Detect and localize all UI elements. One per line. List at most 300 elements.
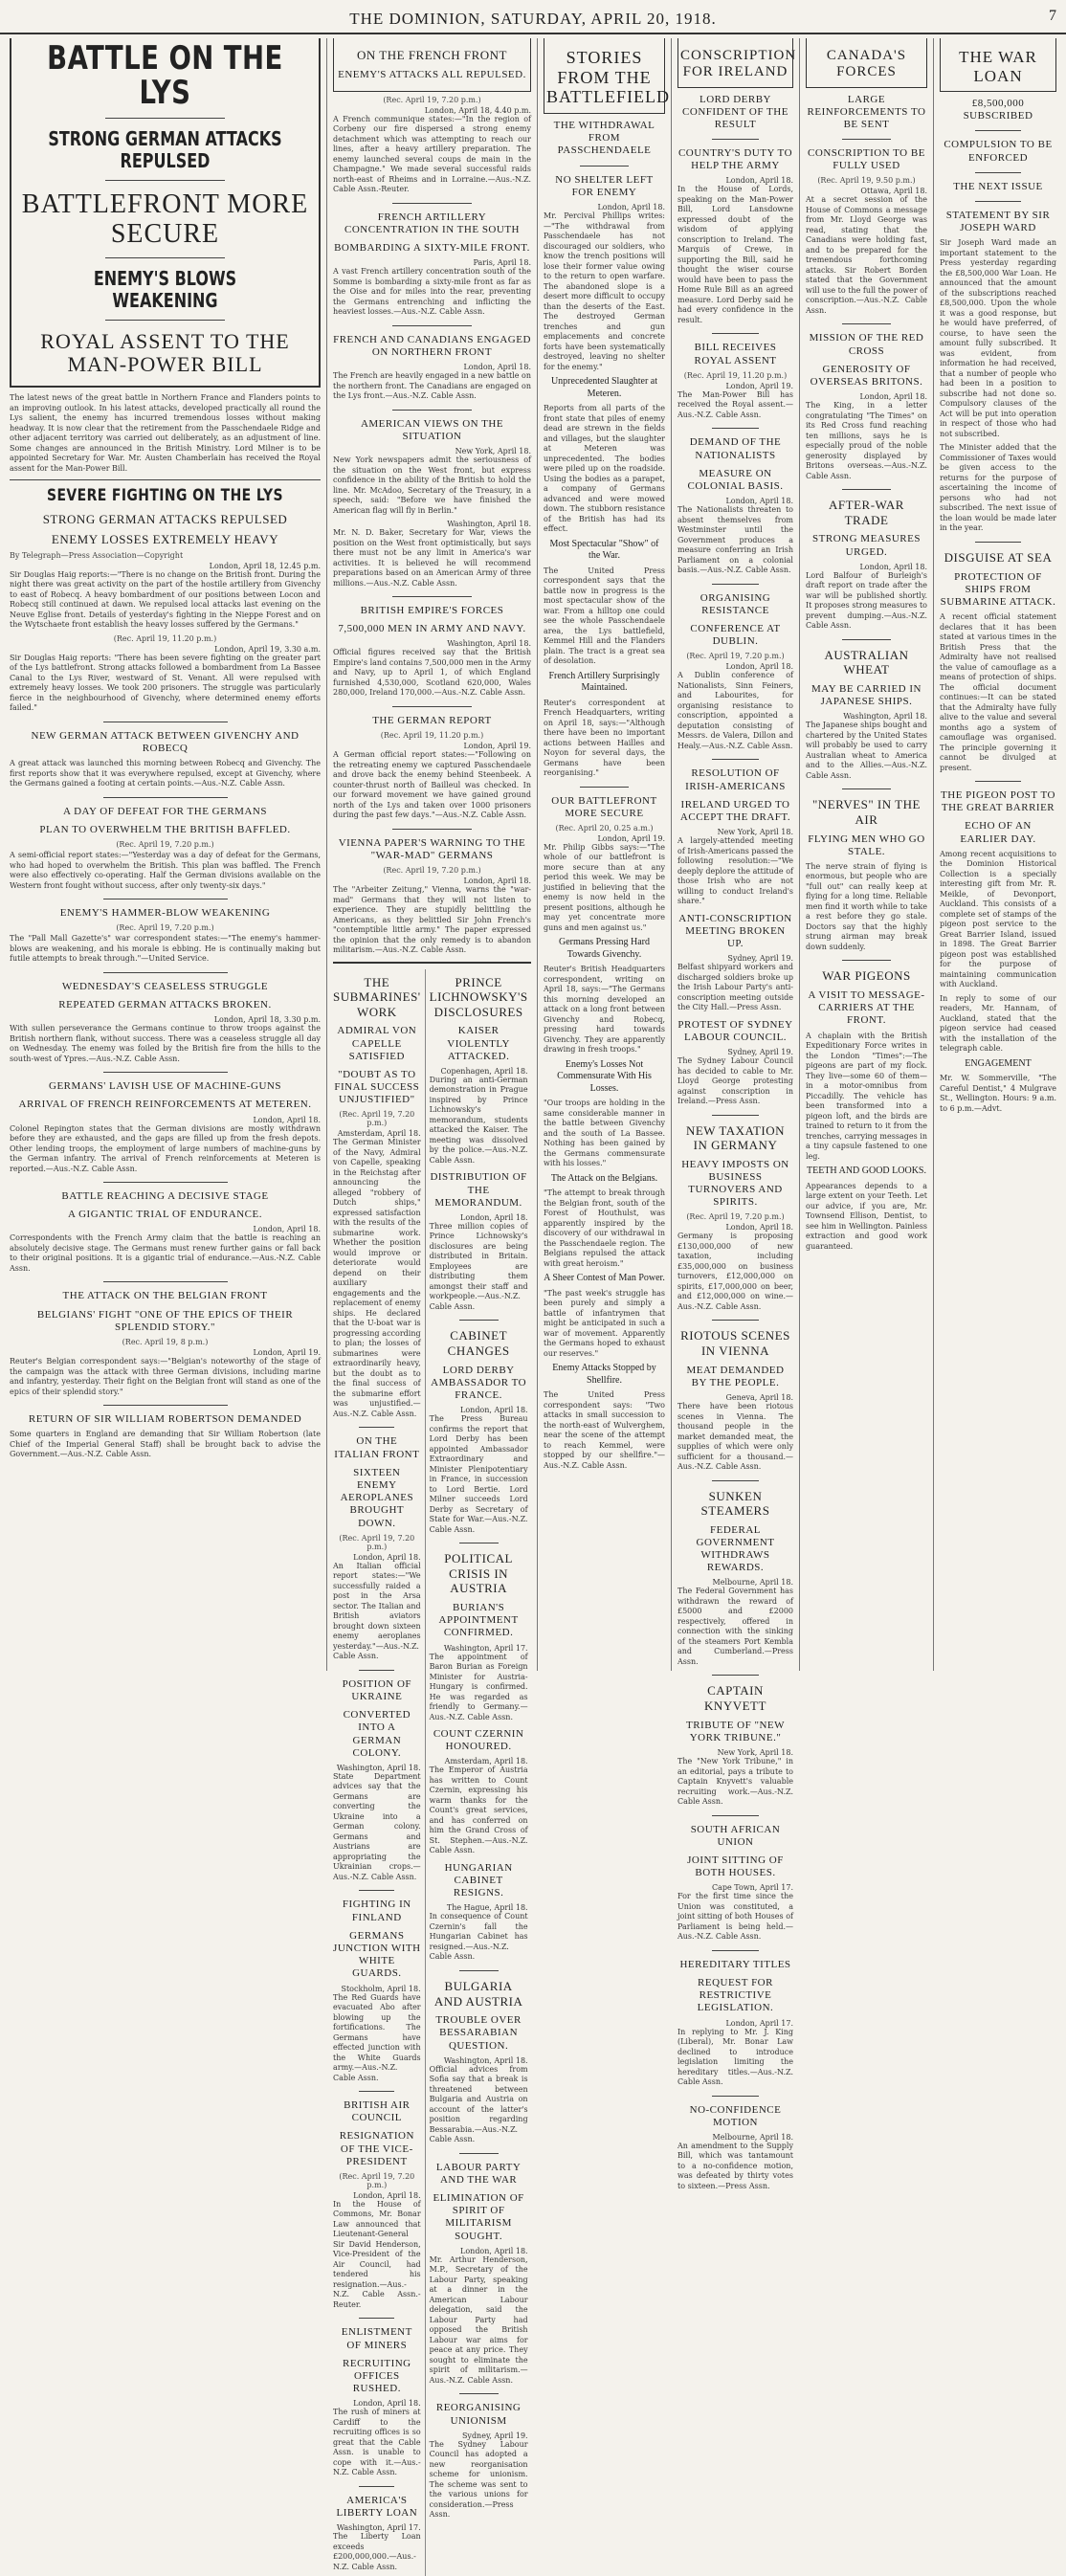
- section-heading: AUSTRALIAN WHEAT: [824, 647, 909, 677]
- subheading: Unprecedented Slaughter at Meteren.: [550, 376, 658, 399]
- divider: [10, 479, 321, 480]
- subheading: Enemy Attacks Stopped by Shellfire.: [552, 1363, 656, 1386]
- divider: [712, 759, 758, 760]
- article-body: The "New York Tribune," in an editorial, pays a tribute to Captain Knyvett's valuable recruiting work.—Aus.-N.Z. Cable Assn.: [677, 1757, 793, 1806]
- article-body: Mr. Philip Gibbs says:—"The whole of our battlefront is more secure than at any period this week. We may be justified in believing that the enemy is now held in the present positions, although he may yet concentrate more guns and men against us.": [544, 842, 665, 932]
- article-body: The Emperor of Austria has written to Count Czernin, expressing his warm thanks for the Count's great services, and has conferred on him the Grand Cross of St. Stephen.—Aus.-N.Z. Cable Assn.: [429, 1765, 528, 1855]
- divider: [975, 542, 1022, 543]
- dateline: Sydney, April 19.: [461, 2431, 528, 2440]
- received-line: (Rec. April 19, 7.20 p.m.): [116, 923, 214, 933]
- subheadline: BATTLEFRONT MORE SECURE: [21, 189, 309, 250]
- article-body: Mr. Arthur Henderson, M.P., Secretary of the Labour Party, speaking at a dinner in the American Labour delegation, said the Labour Party had opposed the British Labour war aims for peace at any price. They sought to eliminate the spirit of militarism.—Aus.-N.Z. Cable Assn.: [429, 2254, 528, 2385]
- section-subheading: PROTECTION OF SHIPS FROM SUBMARINE ATTACK.: [940, 570, 1056, 608]
- dateline: London, April 19.: [253, 1348, 321, 1358]
- section-subheading: CONVERTED INTO A GERMAN COLONY.: [343, 1709, 411, 1759]
- section-heading: OUR BATTLEFRONT MORE SECURE: [551, 794, 657, 819]
- section-heading: RETURN OF SIR WILLIAM ROBERTSON DEMANDED: [28, 1413, 302, 1426]
- dateline: Washington, April 18.: [336, 1763, 421, 1772]
- section-subheading: ENEMY LOSSES EXTREMELY HEAVY: [51, 532, 279, 547]
- section-heading: NEW GERMAN ATTACK BETWEEN GIVENCHY AND ROBECQ: [31, 729, 300, 755]
- lead-headline-box: [10, 38, 321, 388]
- subheading: The Attack on the Belgians.: [550, 1172, 658, 1184]
- dateline: London, April 19, 3.30 a.m.: [214, 644, 321, 654]
- credit-line: By Telegraph—Press Association—Copyright: [10, 550, 184, 560]
- article-body: The King, in a letter congratulating "The Times" on its Red Cross fund reaching ten millions, says he is especially proud of the noble generosity displayed by Britons overseas.—Aus.-N.Z. Cable Assn.: [806, 401, 927, 480]
- article-body: Sir Douglas Haig reports: "There has been severe fighting on the greater part of the Lys battlefront. Strong attacks followed a bombardment from La Bassee Canal to the Lys River, westward of St. Venant. All were repulsed with extremely heavy losses. We took 200 prisoners. The struggle was particularly fierce in the neighbourhood of Givenchy, where determined enemy efforts failed.": [10, 653, 321, 713]
- article-body: The Liberty Loan exceeds £200,000,000.—Aus.-N.Z. Cable Assn.: [333, 2532, 421, 2571]
- received-line: (Rec. April 19, 7.20 p.m.): [383, 866, 481, 876]
- received-line: (Rec. April 19, 7.20 p.m.): [686, 1212, 785, 1222]
- section-heading: NEW TAXATION IN GERMANY: [685, 1122, 786, 1153]
- section-heading: RIOTOUS SCENES IN VIENNA: [680, 1328, 790, 1359]
- article-body: A French communique states:—"In the region of Corbeny our fire dispersed a strong enemy detachment which was attempting to reach our lines, after a heavy artillery preparation. The enemy launched several coups de main in the Champagne." We made several successful raids north-east of Rheims and in Lorraine.—Aus.-N.Z. Cable Assn.-Reuter.: [333, 114, 531, 194]
- dateline: The Hague, April 18.: [446, 1903, 528, 1913]
- section-subheading: JOINT SITTING OF BOTH HOUSES.: [687, 1854, 784, 1879]
- divider: [392, 410, 472, 411]
- divider: [712, 1320, 758, 1321]
- article-body: During an anti-German demonstration in Prague inspired by Prince Lichnowsky's memorandum, students attacked the Kaiser. The meeting was dissolved by the police.—Aus.-N.Z. Cable Assn.: [429, 1075, 528, 1165]
- divider: [103, 1182, 228, 1183]
- section-subheading: MEASURE ON COLONIAL BASIS.: [687, 467, 784, 492]
- dateline: London, April 18.: [859, 392, 927, 402]
- subheading: Most Spectacular "Show" of the War.: [549, 538, 659, 561]
- divider: [392, 596, 472, 597]
- article-body: Sir Douglas Haig reports:—"There is no change on the British front. During the night there was great activity on the part of the hostile artillery from Givenchy to east of Robecq. A heavy bombardment of our positions between Locon and Robecq still continued at dawn. We repulsed local attacks last evening on the Neuve Eglise front. Details of yesterday's fighting in the Nieppe Forest and on the Wytschaete front establish the heavy losses suffered by the Germans.": [10, 569, 321, 630]
- dateline: Washington, April 17.: [336, 2523, 421, 2533]
- dateline: Washington, April 18.: [447, 520, 531, 529]
- section-subheading: RESIGNATION OF THE VICE-PRESIDENT: [339, 2130, 414, 2167]
- dateline: London, April 17.: [725, 2018, 793, 2028]
- section-heading: SEVERE FIGHTING ON THE LYS: [47, 486, 283, 506]
- section-subheading: A GIGANTIC TRIAL OF ENDURANCE.: [68, 1209, 262, 1221]
- subcolumn-left: [333, 969, 426, 2576]
- section-heading: DISGUISE AT SEA: [944, 549, 1053, 565]
- section-subheading: ADMIRAL VON CAPELLE SATISFIED: [337, 1025, 417, 1062]
- section-subheading: STRONG MEASURES URGED.: [812, 533, 921, 558]
- divider: [712, 1480, 758, 1481]
- section-subheading: LORD DERBY AMBASSADOR TO FRANCE.: [431, 1364, 527, 1401]
- article-body: An Italian official report states:—"We successfully raided a post in the Arsa sector. The Italian and British aviators brought down sixteen enemy aeroplanes yesterday."—Aus.-N.Z. Cable Assn.: [333, 1561, 421, 1661]
- section-heading: THE GERMAN REPORT: [372, 714, 492, 726]
- section-subheading: GERMANS JUNCTION WITH WHITE GUARDS.: [333, 1929, 421, 1980]
- section-subheading: CONFERENCE AT DUBLIN.: [690, 622, 781, 648]
- article-body: The Press Bureau confirms the report that Lord Derby has been appointed Ambassador Extraordinary and Minister Plenipotentiary in France, in succession to Lord Bertie. Lord Milner succeeds Lord Derby as Secretary of State for War.—Aus.-N.Z. Cable Assn.: [429, 1414, 528, 1534]
- divider: [359, 1670, 394, 1671]
- section-heading: SUNKEN STEAMERS: [700, 1488, 770, 1519]
- received-line: (Rec. April 19, 7.20 p.m.): [339, 1533, 415, 1551]
- article-body: The French are heavily engaged in a new battle on the northern front. The Canadians are engaged on the Lys front.—Aus.-N.Z. Cable Assn.: [333, 371, 531, 401]
- section-subheading: STRONG GERMAN ATTACKS REPULSED: [42, 511, 288, 526]
- section-subheading: TROUBLE OVER BESSARABIAN QUESTION.: [435, 2014, 522, 2052]
- article-body: Mr. Percival Phillips writes:—"The withdrawal from Passchendaele has not discouraged our soldiers, who know the trench positions will lose their former value owing to the return to open warfare. The abandoned slope is a desert more difficult to occupy than the deserts of the East. The destroyed German trenches and gun emplacements and concrete forts have been systematically destroyed, leaving no shelter for the enemy.": [544, 211, 665, 371]
- article-body: The German Minister of the Navy, Admiral von Capelle, speaking in the Reichstag after announcing the alleged "robbery of Dutch ships," expressed satisfaction with the results of the submarine work. Whether the position would improve or deteriorate would depend on their auxiliary engagements and the replacement of enemy ships. He declared that the U-boat war is progressing according to plan; the losses of submarines were extraordinarily heavy, but the doubt as to the final success of the submarine effort was unjustified.—Aus.-N.Z. Cable Assn.: [333, 1138, 421, 1418]
- section-subheading: BURIAN'S APPOINTMENT CONFIRMED.: [438, 1601, 519, 1639]
- page-number: 7: [1049, 8, 1056, 24]
- subheading: TEETH AND GOOD LOOKS.: [807, 1166, 926, 1177]
- dateline: Stockholm, April 18.: [341, 1984, 421, 1993]
- divider: [842, 323, 891, 324]
- masthead: [0, 0, 1066, 34]
- divider: [842, 489, 891, 490]
- article-body: Germany is proposing £130,000,000 of new taxation, including £35,000,000 on business turnovers, £12,000,000 on spirits, £17,000,000 on beer, and £12,000,000 on wine.—Aus.-N.Z. Cable Assn.: [677, 1232, 793, 1311]
- section-subheading: 7,500,000 MEN IN ARMY AND NAVY.: [338, 623, 526, 635]
- section-subheading: ECHO OF AN EARLIER DAY.: [960, 820, 1036, 845]
- subheading: Germans Pressing Hard Towards Givenchy.: [559, 937, 650, 960]
- section-subheading: LORD DERBY CONFIDENT OF THE RESULT: [682, 93, 788, 130]
- section-heading: STORIES FROM THE BATTLEFIELD: [546, 48, 670, 107]
- column-5: [800, 38, 934, 1671]
- article-body: In reply to some of our readers, Mr. Hannam, of Auckland, stated that the pigeon service had ceased with the installation of the telegraph cable.: [940, 993, 1056, 1054]
- section-heading: HEREDITARY TITLES: [679, 1958, 791, 1970]
- dateline: London, April 18.: [353, 2399, 421, 2409]
- dateline: London, April 19.: [597, 833, 665, 843]
- section-heading: THE PIGEON POST TO THE GREAT BARRIER: [941, 789, 1055, 814]
- section-header-box: [940, 38, 1056, 92]
- section-subheading: ARRIVAL OF FRENCH REINFORCEMENTS AT METEREN.: [18, 1099, 312, 1111]
- dateline: London, April 18.: [597, 203, 665, 211]
- divider: [975, 130, 1022, 131]
- article-body: In the House of Commons, Mr. Bonar Law announced that Lieutenant-General Sir David Henderson, Vice-President of the Air Council, had tendered his resignation.—Aus.-N.Z. Cable Assn.-Reuter.: [333, 2199, 421, 2309]
- article-body: The Man-Power Bill has received the Royal assent.—Aus.-N.Z. Cable Assn.: [677, 389, 793, 419]
- article-body: An amendment to the Supply Bill, which was tantamount to a no-confidence motion, was defeated by thirty votes to sixteen.—Press Assn.: [677, 2141, 793, 2190]
- section-heading: PRINCE LICHNOWSKY'S DISCLOSURES: [429, 974, 528, 1019]
- article-body: The United Press correspondent says that the battle now in progress is the most spectacular show of the war. From a hilltop one could see the whole Passchendaele area, the Lys battlefield, Kemmel Hill and the Flanders plain. The tract is a great sea of desolation.: [544, 566, 665, 665]
- dateline: New York, April 18.: [455, 447, 531, 456]
- section-heading: FIGHTING IN FINLAND: [342, 1899, 411, 1923]
- article-body: "Our troops are holding in the same considerable manner in the battle between Givenchy and the south of La Bassee. Nothing has been gained by the Germans commensurate with his losses.": [544, 1099, 665, 1168]
- article-body: A great attack was launched this morning between Robecq and Givenchy. The first reports show that it was everywhere repulsed, except at Givenchy, where the Germans gained a footing at certain points.—Aus.-N.Z. Cable Assn.: [10, 759, 321, 788]
- article-body: Reuter's correspondent at French Headquarters, writing on April 18, says:—"Although there have been no important actions between Hailles and Noyon for several days, the Germans have been reorganising.": [544, 698, 665, 777]
- received-line: (Rec. April 19, 9.50 p.m.): [817, 176, 916, 186]
- section-heading: AMERICA'S LIBERTY LOAN: [336, 2494, 418, 2520]
- dateline: Amsterdam, April 18.: [337, 1129, 421, 1139]
- section-header-box: [333, 38, 531, 92]
- section-heading: REORGANISING UNIONISM: [435, 2402, 522, 2427]
- subheading: A Sheer Contest of Man Power.: [544, 1273, 665, 1284]
- divider: [975, 201, 1022, 202]
- section-heading: BULGARIA AND AUSTRIA: [433, 1978, 523, 2009]
- section-subheading: ENEMY'S ATTACKS ALL REPULSED.: [338, 68, 526, 80]
- article-body: The latest news of the great battle in Northern France and Flanders points to an improving outlook. In his latest attacks, developed practically all round the Lys salient, the enemy has incurred tremendous losses without making headway. It is now clear that the retirement from the Passchendaele Ridge and other adjacent territory was carried out deliberately, as an adjustment of line. Some changes are announced in the British Ministry. Lord Milner is to be appointed Secretary for War. Mr. Austen Chamberlain has received the Royal assent for the Man-Power Bill.: [10, 393, 321, 473]
- dateline: Washington, April 18.: [443, 2055, 528, 2065]
- divider: [333, 962, 531, 964]
- article-body: Mr. N. D. Baker, Secretary for War, views the position on the West front optimistically, but says there must not be any limit in America's war activities. It is believed he will recommend preparations based on an American Army of three millions.—Aus.-N.Z. Cable Assn.: [333, 528, 531, 588]
- dateline: London, April 18.: [253, 1115, 321, 1124]
- dateline: Cape Town, April 17.: [711, 1883, 793, 1893]
- divider: [842, 960, 891, 961]
- article-body: There have been riotous scenes in Vienna. The thousand people in the market demanded meat, the supplies of which were only sufficient for a thousand.—Aus.-N.Z. Cable Assn.: [677, 1402, 793, 1471]
- dateline: London, April 18.: [725, 176, 793, 186]
- article-body: With sullen perseverance the Germans continue to throw troops against the British northern flank, without success. There was a ceaseless struggle all day on Wednesday. The enemy was foiled by the British fire from the hills to the south-west of Ypres.—Aus.-N.Z. Cable Assn.: [10, 1024, 321, 1063]
- dateline: Melbourne, April 18.: [712, 2132, 793, 2142]
- received-line: (Rec. April 20, 0.25 a.m.): [555, 823, 654, 833]
- column-4: [672, 38, 800, 2190]
- article-body: New York newspapers admit the seriousness of the situation on the West front, but express confidence in the ability of the British to hold the line. Mr. McAdoo, Secretary of the Treasury, in a speech, said: "Before we have finished the American flag will fly in Berlin.": [333, 455, 531, 515]
- divider: [103, 1072, 228, 1073]
- advertisement: Appearances depends to a large extent on your Teeth. Let our advice, if you are, Mr. Townsend Ellison, Dentist, to see him in Wellington. Painless extraction and good work guaranteed.: [806, 1181, 927, 1251]
- received-line: (Rec. April 19, 7.20 p.m.): [686, 652, 785, 661]
- article-body: Sir Joseph Ward made an important statement to the Press yesterday regarding the £8,500,000 War Loan. He announced that the amount of the subscriptions reached £8,500,000. Upon the whole it was a good response, but he would have preferred, of course, to have seen the amount fully subscribed. It was evident, from information he had received, that a number of people who had been in a position to subscribe had not done so. Compulsory clauses of the Act will be put into operation in respect of those who had not subscribed.: [940, 238, 1056, 438]
- section-subheading: COUNTRY'S DUTY TO HELP THE ARMY: [677, 147, 793, 172]
- section-heading: DEMAND OF THE NATIONALISTS: [689, 436, 782, 461]
- article-body: State Department advices say that the Germans are converting the Ukraine into a German colony. Germans and Austrians are appropriating the Ukrainian crops.—Aus.-N.Z. Cable Assn.: [333, 1771, 421, 1881]
- dateline: London, April 18.: [253, 1225, 321, 1234]
- received-line: (Rec. April 19, 8 p.m.): [122, 1338, 209, 1347]
- article-body: A largely-attended meeting of Irish-Americans passed the following resolution:—"We deeply deplore the attitude of those Irish who are not willing to conduct Ireland's share.": [677, 836, 793, 906]
- article-body: The United Press correspondent says: "Two attacks in small succession to the north-east of Wulverghem, near the scene of the attempt to reach Kemmel, were stopped by our shellfire."—Aus.-N.Z. Cable Assn.: [544, 1390, 665, 1470]
- section-heading: "NERVES" IN THE AIR: [812, 797, 921, 827]
- article-body: The rush of miners at Cardiff to the recruiting offices is so great that the Cable Assn. is unable to cope with it.—Aus.-N.Z. Cable Assn.: [333, 2408, 421, 2477]
- section-subheading: DISTRIBUTION OF THE MEMORANDUM.: [430, 1171, 527, 1209]
- section-heading: FRENCH ARTILLERY CONCENTRATION IN THE SOUTH: [344, 211, 520, 235]
- divider: [103, 972, 228, 973]
- dateline: London, April 18.: [353, 1552, 421, 1562]
- section-heading: WAR PIGEONS: [822, 968, 911, 984]
- dateline: London, April 18, 12.45 p.m.: [209, 561, 321, 570]
- divider: [392, 829, 472, 830]
- article-body: The Federal Government has withdrawn the reward of £5000 and £2000 respectively, offered in connection with the sinking of the steamers Port Kembla and Cumberland.—Press Assn.: [677, 1587, 793, 1666]
- section-heading: ON THE FRENCH FRONT: [357, 48, 507, 62]
- article-body: Reports from all parts of the front state that piles of enemy dead are strewn in the fields and villages, but the slaughter at Meteren was unprecedented. The bodies were piled up on the roadside. Using the bodies as a parapet, a company of Germans advanced and were mowed down. The stubborn resistance of the British has had its effect.: [544, 404, 665, 533]
- dateline: Sydney, April 19.: [727, 1048, 793, 1056]
- section-subheading: SIXTEEN ENEMY AEROPLANES BROUGHT DOWN.: [340, 1466, 414, 1529]
- article-body: Official figures received say that the British Empire's land contains 7,500,000 men in the Army and Navy, up to April 1, of which England furnished 4,530,000, Scotland 620,000, Wales 280,000, Ireland 170,000.—Aus.-N.Z. Cable Assn.: [333, 648, 531, 698]
- article-body: A chaplain with the British Expeditionary Force writes in the London "Times":—The pigeons are part of my flock. They live—some 60 of them—in a motor-omnibus from Piccadilly. The vehicle has been transformed into a pigeon loft, and the birds are trained to return to it from the trenches, carrying messages in a tiny capsule fastened to one leg.: [806, 1031, 927, 1161]
- divider: [842, 788, 891, 789]
- section-heading: CANADA'S FORCES: [826, 48, 907, 80]
- divider: [580, 787, 629, 788]
- dateline: London, April 18.: [725, 662, 793, 672]
- divider: [359, 2486, 394, 2487]
- dateline: London, April 18, 4.40 p.m.: [424, 105, 531, 115]
- dateline: Amsterdam, April 18.: [444, 1757, 528, 1766]
- section-heading: MISSION OF THE RED CROSS: [809, 332, 924, 357]
- column-1: [4, 38, 327, 1671]
- dateline: Washington, April 18.: [843, 712, 927, 722]
- received-line: (Rec. April 19, 7.20 p.m.): [339, 2171, 415, 2189]
- received-line: (Rec. April 19, 7.20 p.m.): [339, 1110, 415, 1128]
- section-heading: NO-CONFIDENCE MOTION: [689, 2103, 782, 2128]
- section-subheading: ELIMINATION OF SPIRIT OF MILITARISM SOUGHT.: [433, 2192, 524, 2242]
- divider: [712, 1815, 758, 1816]
- section-subheading: HUNGARIAN CABINET RESIGNS.: [444, 1861, 513, 1899]
- divider: [459, 2153, 499, 2154]
- section-subheading: FEDERAL GOVERNMENT WITHDRAWS REWARDS.: [696, 1523, 775, 1574]
- divider: [359, 1427, 394, 1428]
- article-body: A recent official statement declares that it has been stated at various times in the British Press that the Admiralty have not realised the value of camouflage as a means of protection of ships. The official document continues:—It can be stated that the Admiralty have fully alive to the value and several months ago a system of camouflage was organised. The principle governing it cannot be divulged at present.: [940, 612, 1056, 772]
- section-heading: WEDNESDAY'S CEASELESS STRUGGLE: [61, 980, 269, 992]
- divider: [712, 1115, 758, 1116]
- article-body: The Nationalists threaten to absent themselves from Westminster until the Government produces a measure conferring an Irish Parliament on a colonial basis.—Aus.-N.Z. Cable Assn.: [677, 505, 793, 575]
- section-heading: THE WAR LOAN: [959, 48, 1037, 85]
- section-subheading: PLAN TO OVERWHELM THE BRITISH BAFFLED.: [39, 823, 291, 835]
- section-header-box: [544, 38, 670, 114]
- article-body: In the House of Lords, speaking on the Man-Power Bill, Lord Lansdowne expressed doubt of the wisdom of applying conscription to Ireland. The Marquis of Crewe, in supporting the Bill, said he thought the wiser course would have been to pass the Home Rule Bill as an agreed measure. Lord Derby said he had every confidence in the result.: [677, 185, 793, 324]
- article-body: Lord Balfour of Burleigh's draft report on trade after the war will be published shortly. It proposes strong measures to prevent dumping.—Aus.-N.Z. Cable Assn.: [806, 570, 927, 631]
- section-subheading: REPEATED GERMAN ATTACKS BROKEN.: [58, 999, 272, 1011]
- subheadline: ROYAL ASSENT TO THE MAN-POWER BILL: [40, 328, 290, 377]
- dateline: London, April 18.: [725, 497, 793, 506]
- divider: [105, 118, 225, 119]
- section-subheading: REQUEST FOR RESTRICTIVE LEGISLATION.: [697, 1976, 774, 2014]
- section-heading: VIENNA PAPER'S WARNING TO THE "WAR-MAD" GERMANS: [338, 836, 526, 861]
- divider: [459, 1970, 499, 1971]
- advertisement: Mr. W. Sommerville, "The Careful Dentist," 4 Mulgrave St., Wellington. Hours: 9 a.m. to 6 p.m.—Advt.: [940, 1074, 1056, 1113]
- article-body: A vast French artillery concentration south of the Somme is bombarding a sixty-mile front as far as the Oise and for miles into the rear, preventing the Germans entrenching and inflicting the heaviest losses.—Aus.-N.Z. Cable Assn.: [333, 267, 531, 317]
- received-line: (Rec. April 19, 11.20 p.m.): [113, 633, 217, 643]
- section-subheading: CONSCRIPTION TO BE FULLY USED: [808, 147, 925, 172]
- divider: [712, 139, 758, 140]
- article-body: Some quarters in England are demanding that Sir William Robertson (late Chief of the Imperial General Staff) shall be brought back to advise the Government.—Aus.-N.Z. Cable Assn.: [10, 1430, 321, 1459]
- subheadline: ENEMY'S BLOWS WEAKENING: [93, 266, 237, 312]
- section-subheading: STATEMENT BY SIR JOSEPH WARD: [945, 210, 1051, 234]
- article-body: A Dublin conference of Nationalists, Sinn Feiners, and Labourites, for organising resistance to conscription, appointed a deputation consisting of Messrs. de Valera, Dillon and Healy.—Aus.-N.Z. Cable Assn.: [677, 671, 793, 750]
- dateline: London, April 18.: [353, 2190, 421, 2200]
- divider: [103, 1281, 228, 1282]
- article-body: The nerve strain of flying is enormous, but people who are "full out" can really keep at flying for a long time. Reliable men find it worth while to take a rest before they go stale. Doctors say that the highly strung airman may break down suddenly.: [806, 861, 927, 951]
- section-heading: AFTER-WAR TRADE: [829, 498, 904, 527]
- divider: [359, 1890, 394, 1891]
- section-subheading: LARGE REINFORCEMENTS TO BE SENT: [807, 93, 926, 130]
- divider: [580, 166, 629, 167]
- section-heading: GERMANS' LAVISH USE OF MACHINE-GUNS: [49, 1080, 281, 1093]
- article-body: The Sydney Labour Council has decided to cable to Mr. Lloyd George protesting against conscription in Ireland.—Press Assn.: [677, 1056, 793, 1105]
- dateline: London, April 18.: [725, 1223, 793, 1232]
- section-subheading: GENEROSITY OF OVERSEAS BRITONS.: [810, 363, 923, 388]
- section-subheading: HEAVY IMPOSTS ON BUSINESS TURNOVERS AND SPIRITS.: [681, 1158, 789, 1209]
- divider: [103, 1405, 228, 1406]
- subheading: Enemy's Losses Not Commensurate With His Losses.: [557, 1058, 652, 1094]
- dateline: London, April 18.: [460, 1212, 528, 1222]
- article-body: The appointment of Baron Burian as Foreign Minister for Austria-Hungary is confirmed. He was regarded as friendly to Germany.—Aus.-N.Z. Cable Assn.: [429, 1652, 528, 1721]
- dateline: London, April 18.: [463, 877, 531, 886]
- dateline: Copenhagen, April 18.: [440, 1066, 528, 1076]
- divider: [842, 139, 891, 140]
- divider: [392, 706, 472, 707]
- dateline: New York, April 18.: [717, 1748, 793, 1757]
- section-heading: CAPTAIN KNYVETT: [704, 1683, 766, 1714]
- column-6: [934, 38, 1062, 1671]
- article-body: Belfast shipyard workers and discharged soldiers broke up the Irish Labour Party's anti-conscription meeting outside the City Hall.—Press Assn.: [677, 963, 793, 1012]
- dateline: New York, April 18.: [717, 828, 793, 837]
- article-body: The Minister added that the Commissioner of Taxes would be given access to the returns for the purpose of ascertaining the income of persons who had not subscribed. The next issue of the loan would be made later in the year.: [940, 443, 1056, 533]
- dateline: Washington, April 17.: [443, 1643, 528, 1653]
- divider: [712, 1950, 758, 1951]
- dateline: Washington, April 18.: [447, 639, 531, 649]
- divider: [712, 428, 758, 429]
- divider: [459, 1320, 499, 1321]
- section-subheading: THE NEXT ISSUE: [953, 180, 1043, 192]
- article-body: In consequence of Count Czernin's fall the Hungarian Cabinet has resigned.—Aus.-N.Z. Cable Assn.: [429, 1912, 528, 1962]
- section-subheading: RECRUITING OFFICES RUSHED.: [343, 2357, 411, 2395]
- section-heading: POSITION OF UKRAINE: [342, 1677, 412, 1702]
- article-body: Three million copies of Prince Lichnowsky's disclosures are being distributed in Britain. Employees are distributing them amongst their staff and workpeople.—Aus.-N.Z. Cable Assn.: [429, 1221, 528, 1311]
- section-heading: CABINET CHANGES: [447, 1328, 510, 1359]
- section-heading: BRITISH EMPIRE'S FORCES: [360, 605, 504, 617]
- dateline: London, April 19.: [463, 742, 531, 751]
- section-subheading: NO SHELTER LEFT FOR ENEMY: [555, 173, 654, 198]
- divider: [359, 2091, 394, 2092]
- dateline: Paris, April 18.: [473, 258, 531, 268]
- section-subheading: BELGIANS' FIGHT "ONE OF THE EPICS OF THEIR SPLENDID STORY.": [36, 1308, 294, 1333]
- dateline: Melbourne, April 18.: [712, 1578, 793, 1588]
- section-subheading: MAY BE CARRIED IN JAPANESE SHIPS.: [811, 682, 922, 708]
- article-body: At a secret session of the House of Commons a message from Mr. Lloyd George was read, stating that the Canadians were holding fast, and to be prepared for the tremendous forthcoming attacks. Sir Robert Borden stated that the Government will use to the full the power of conscription.—Aus.-N.Z. Cable Assn.: [806, 195, 927, 315]
- dateline: London, April 18.: [460, 1406, 528, 1415]
- split-columns: [333, 969, 531, 2576]
- dateline: Sydney, April 19.: [727, 954, 793, 964]
- divider: [975, 781, 1022, 782]
- dateline: Geneva, April 18.: [725, 1393, 793, 1402]
- article-body: Official advices from Sofia say that a break is threatened between Bulgaria and Austria on account of the latter's position regarding Bessarabia.—Aus.-N.Z. Cable Assn.: [429, 2064, 528, 2144]
- article-body: The Red Guards have evacuated Abo after blowing up the fortifications. The Germans have effected junction with the White Guards army.—Aus.-N.Z. Cable Assn.: [333, 1992, 421, 2082]
- section-heading: ORGANISING RESISTANCE: [700, 591, 771, 616]
- section-heading: ON THE ITALIAN FRONT: [334, 1435, 420, 1460]
- divider: [712, 2096, 758, 2097]
- dateline: London, April 18.: [859, 562, 927, 571]
- article-body: The Sydney Labour Council has adopted a new reorganisation scheme for unionism. The scheme was sent to the various unions for consideration.—Press Assn.: [429, 2439, 528, 2520]
- article-body: Colonel Repington states that the German divisions are mostly withdrawn before they are exhausted, and the gaps are filled up from the fresh depots. Other lending troops, the employment of large numbers of machine-guns by the German infantry. The arrival of French reinforcements at Meteren is reported.—Aus.-N.Z. Cable Assn.: [10, 1123, 321, 1173]
- newspaper-title: THE DOMINION, SATURDAY, APRIL 20, 1918.: [349, 10, 717, 28]
- section-heading: BATTLE REACHING A DECISIVE STAGE: [61, 1190, 269, 1203]
- divider: [975, 172, 1022, 173]
- subcolumn-right: [426, 969, 532, 2576]
- section-subheading: KAISER VIOLENTLY ATTACKED.: [447, 1025, 510, 1062]
- article-body: "The past week's struggle has been purely and simply a battle of infantrymen that might be anticipated in such a war of movement. Apparently the Germans hoped to exhaust our reserves.": [544, 1288, 665, 1358]
- section-subheading: BOMBARDING A SIXTY-MILE FRONT.: [334, 242, 530, 255]
- divider: [459, 2393, 499, 2394]
- article-body: For the first time since the Union was constituted, a joint sitting of both Houses of Parliament is being held.—Aus.-N.Z. Cable Assn.: [677, 1892, 793, 1942]
- article-body: "The attempt to break through the Belgian front, south of the Forest of Houthulst, was apparently inspired by the discovery of our withdrawal in the Passchendaele region. The Belgians repulsed the attack with great heroism.": [544, 1188, 665, 1268]
- section-subheading: PROTEST OF SYDNEY LABOUR COUNCIL.: [677, 1018, 793, 1043]
- section-subheading: MEAT DEMANDED BY THE PEOPLE.: [686, 1364, 785, 1388]
- section-subheading: IRELAND URGED TO ACCEPT THE DRAFT.: [679, 798, 791, 823]
- section-heading: AMERICAN VIEWS ON THE SITUATION: [360, 417, 504, 442]
- dateline: Ottawa, April 18.: [860, 187, 927, 196]
- section-subheading: A VISIT TO MESSAGE-CARRIERS AT THE FRONT.: [808, 988, 925, 1027]
- section-heading: THE SUBMARINES' WORK: [333, 974, 421, 1019]
- section-subheading: ANTI-CONSCRIPTION MEETING BROKEN UP.: [678, 912, 792, 949]
- section-heading: BILL RECEIVES ROYAL ASSENT: [694, 342, 777, 366]
- dateline: London, April 18.: [463, 363, 531, 372]
- subheading: ENGAGEMENT: [965, 1057, 1032, 1069]
- article-body: The Japanese ships bought and chartered by the United States will probably be used to carry Australian wheat to America and to the Allies.—Aus.-N.Z. Cable Assn.: [806, 721, 927, 780]
- divider: [712, 333, 758, 334]
- divider: [359, 2318, 394, 2319]
- article-body: Among recent acquisitions to the Dominion Historical Collection is a specially interesting gift from Mr. R. Meikle, of Devonport, Auckland. This consists of a complete set of stamps of the pigeon post service to the Great Barrier Island, issued in 1898. The Great Barrier pigeon post was established for the purpose of maintaining communication with Auckland.: [940, 849, 1056, 989]
- section-heading: THE ATTACK ON THE BELGIAN FRONT: [62, 1290, 268, 1302]
- dateline: London, April 19.: [725, 381, 793, 390]
- section-subheading: "DOUBT AS TO FINAL SUCCESS UNJUSTIFIED": [334, 1068, 420, 1106]
- section-heading: BRITISH AIR COUNCIL: [344, 2099, 411, 2124]
- received-line: (Rec. April 19, 7.20 p.m.): [383, 95, 481, 104]
- received-line: (Rec. April 19, 11.20 p.m.): [683, 370, 788, 380]
- divider: [105, 257, 225, 258]
- divider: [105, 320, 225, 321]
- section-subheading: TRIBUTE OF "NEW YORK TRIBUNE.": [685, 1719, 786, 1743]
- divider: [712, 1675, 758, 1676]
- column-2: [327, 38, 538, 2571]
- divider: [392, 325, 472, 326]
- article-body: The "Arbeiter Zeitung," Vienna, warns the "war-mad" Germans that they will not listen to experience. They are stupidly belittling the Americans, as they belittled Sir John French's "contemptible little army." The paper expressed the opinion that the only remedy is to abandon militarism.—Aus.-N.Z. Cable Assn.: [333, 885, 531, 955]
- received-line: (Rec. April 19, 7.20 p.m.): [116, 840, 214, 850]
- section-heading: ENEMY'S HAMMER-BLOW WEAKENING: [59, 907, 271, 920]
- article-body: The "Pall Mall Gazette's" war correspondent states:—"The enemy's hammer-blows are weakening, and his morale is ebbing. He is continually making but futile attempts to break through."—United Service.: [10, 934, 321, 964]
- section-heading: LABOUR PARTY AND THE WAR: [435, 2161, 522, 2186]
- section-subheading: THE WITHDRAWAL FROM PASSCHENDAELE: [553, 120, 655, 157]
- section-subheading: COMPULSION TO BE ENFORCED: [944, 139, 1053, 164]
- section-header-box: [806, 38, 927, 88]
